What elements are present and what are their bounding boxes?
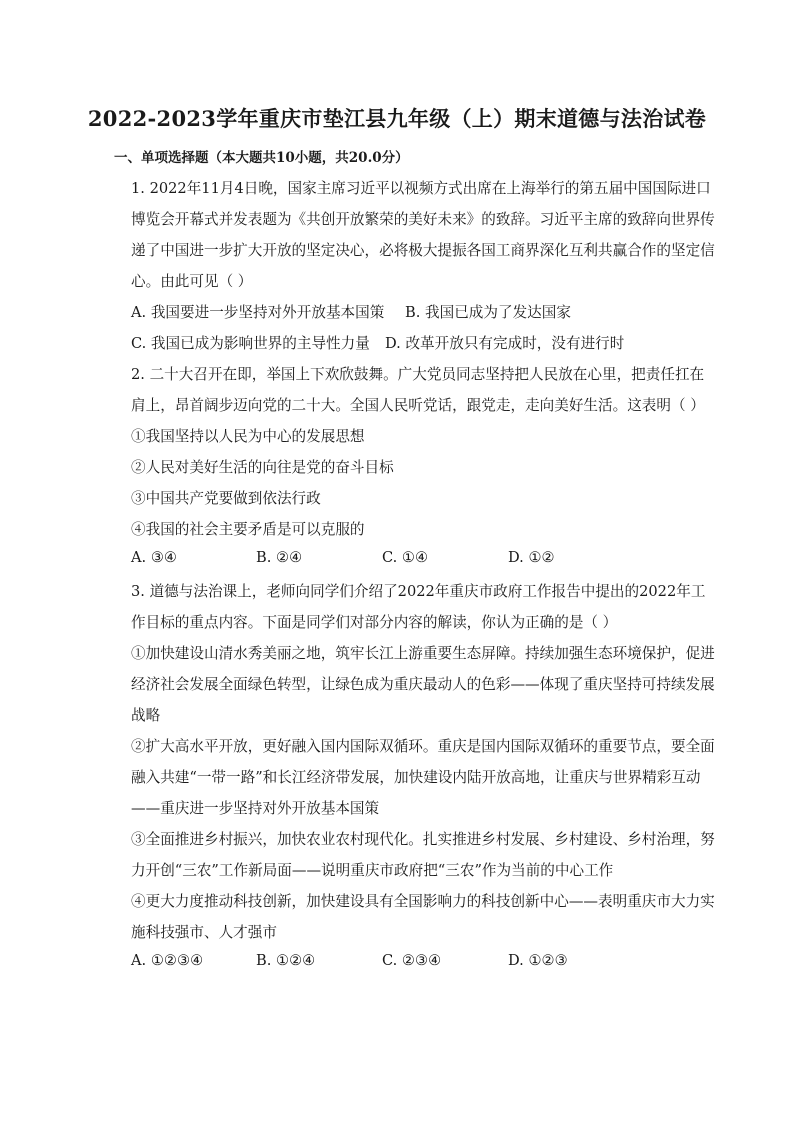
page-title: 2022-2023学年重庆市垫江县九年级（上）期末道德与法治试卷 (87, 106, 707, 131)
q2-option-c[interactable]: C. ①④ (382, 549, 429, 566)
q2-line-4: ②人民对美好生活的向往是党的奋斗目标 (131, 459, 394, 476)
q2-line-1: 2. 二十大召开在即，举国上下欢欣鼓舞。广大党员同志坚持把人民放在心里，把责任扛在 (131, 366, 705, 383)
q3-line-1: 3. 道德与法治课上，老师向同学们介绍了2022年重庆市政府工作报告中提出的2022年工 (131, 583, 706, 600)
q3-line-4: 经济社会发展全面绿色转型，让绿色成为重庆最动人的色彩——体现了重庆坚持可持续发展 (131, 676, 715, 693)
q2-option-b[interactable]: B. ②④ (256, 549, 303, 566)
section-heading: 一、单项选择题（本大题共10小题，共20.0分） (114, 150, 409, 166)
q2-option-d[interactable]: D. ①② (508, 549, 555, 566)
q1-line-4: 心。由此可见（ ） (131, 273, 253, 290)
q3-option-b[interactable]: B. ①②④ (256, 952, 316, 969)
q3-line-10: 力开创“三农”工作新局面——说明重庆市政府把“三农”作为当前的中心工作 (131, 862, 614, 879)
q2-option-a[interactable]: A. ③④ (131, 549, 177, 566)
q3-line-11: ④更大力度推动科技创新，加快建设具有全国影响力的科技创新中心——表明重庆市大力实 (131, 893, 715, 910)
q3-line-9: ③全面推进乡村振兴，加快农业农村现代化。扎实推进乡村发展、乡村建设、乡村治理，努 (131, 831, 715, 848)
q1-option-a[interactable]: A. 我国要进一步坚持对外开放基本国策 (131, 304, 385, 321)
q2-line-6: ④我国的社会主要矛盾是可以克服的 (131, 521, 365, 538)
q1-line-2: 博览会开幕式并发表题为《共创开放繁荣的美好未来》的致辞。习近平主席的致辞向世界传 (131, 211, 715, 228)
q3-line-8: ——重庆进一步坚持对外开放基本国策 (131, 800, 380, 817)
q3-line-12: 施科技强市、人才强市 (131, 924, 277, 941)
q3-line-2: 作目标的重点内容。下面是同学们对部分内容的解读，你认为正确的是（ ） (131, 614, 618, 631)
q3-option-a[interactable]: A. ①②③④ (131, 952, 204, 969)
q2-line-2: 肩上，昂首阔步迈向党的二十大。全国人民听党话，跟党走，走向美好生活。这表明（ ） (131, 397, 705, 414)
q1-line-3: 递了中国进一步扩大开放的坚定决心，必将极大提振各国工商界深化互利共赢合作的坚定信 (131, 242, 715, 259)
q3-option-d[interactable]: D. ①②③ (508, 952, 568, 969)
q1-option-d[interactable]: D. 改革开放只有完成时，没有进行时 (385, 335, 625, 352)
q1-option-c[interactable]: C. 我国已成为影响世界的主导性力量 (131, 335, 370, 352)
q2-line-5: ③中国共产党要做到依法行政 (131, 490, 321, 507)
q1-option-b[interactable]: B. 我国已成为了发达国家 (405, 304, 571, 321)
q3-line-5: 战略 (131, 707, 161, 724)
q3-option-c[interactable]: C. ②③④ (382, 952, 442, 969)
q3-line-7: 融入共建“一带一路”和长江经济带发展，加快建设内陆开放高地，让重庆与世界精彩互动 (131, 769, 701, 786)
q3-line-6: ②扩大高水平开放，更好融入国内国际双循环。重庆是国内国际双循环的重要节点，要全面 (131, 738, 715, 755)
q3-line-3: ①加快建设山清水秀美丽之地，筑牢长江上游重要生态屏障。持续加强生态环境保护，促进 (131, 645, 715, 662)
q1-line-1: 1. 2022年11月4日晚，国家主席习近平以视频方式出席在上海举行的第五届中国国际进口 (131, 180, 711, 197)
q2-line-3: ①我国坚持以人民为中心的发展思想 (131, 428, 365, 445)
